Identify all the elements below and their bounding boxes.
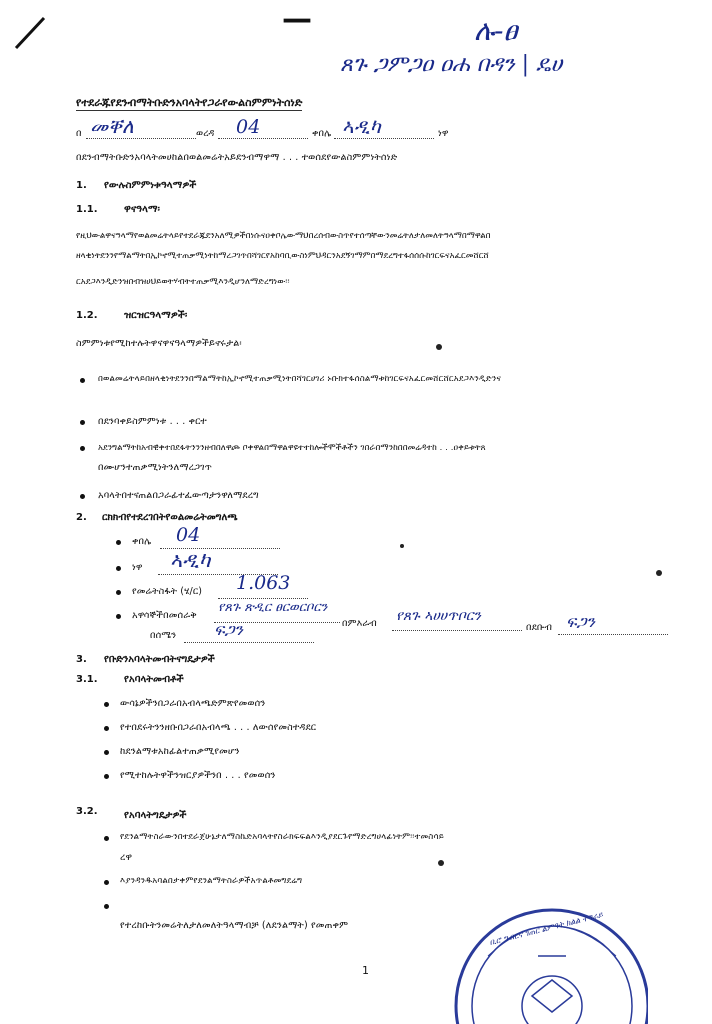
section1-heading: የውሉስምምነቱዓላማዎች <box>104 180 197 191</box>
intro-woreda-value: 04 <box>236 116 261 138</box>
scan-speck <box>436 344 442 350</box>
handwritten-note: ጸጉ ጋምጋዐ ዐሐ በዳን | ዴሀ <box>340 52 563 77</box>
section2-area-blank <box>218 598 308 599</box>
reference-number: ሉ-ፀ <box>474 14 518 47</box>
section2-north-blank <box>558 634 668 635</box>
section3-2-heading: የአባላትግዴታዎች <box>124 810 187 821</box>
section1-2-heading: ዝርዝርዓላማዎች፡ <box>124 310 188 321</box>
section2-number: 2. <box>76 512 87 523</box>
bullet-dot <box>116 566 121 571</box>
intro-prefix: በ <box>76 128 82 139</box>
section1-number: 1. <box>76 180 87 191</box>
section3-1-bullet-4: የሚተከሉትዋችንዝርያዎችንበ . . . የመወሰን <box>120 770 276 781</box>
section1-2-intro: ስምምነቱየሚከተሉትዋናዋናዓላማዎችይኖሩታል፡ <box>76 338 242 349</box>
section3-2-bullet-2: እያንዳንዱአባልበታቀምየደንልማትስራዎችአጥልቶመግደሬግ <box>120 876 303 886</box>
bullet-dot <box>104 750 109 755</box>
section2-boundary-south: ፍጋን <box>214 620 243 639</box>
section1-2-bullet-3: አደንግልማትከአብዊቀተበደፋትንንንዘብበለዋጮ ቦቀዋልበማዋልዋዩተተከሎችሞችቶችን ገበራበማንከበበመሬዳተከ . . .ዐቀይቱትጸ <box>98 442 486 452</box>
intro-woreda-label: ወረዳ <box>196 128 215 139</box>
bullet-dot <box>80 494 85 499</box>
section2-kebele-value: 04 <box>176 524 201 546</box>
section2-boundary-north: ፍጋን <box>566 612 595 631</box>
bullet-dot <box>104 726 109 731</box>
intro-kebele-blank <box>334 138 434 139</box>
section3-heading: የቡድንአባላትመብትናግዴታዎች <box>104 654 215 665</box>
scan-speck <box>656 570 662 576</box>
section3-number: 3. <box>76 654 87 665</box>
section2-west-blank <box>392 630 522 631</box>
intro-woreda-blank <box>218 138 308 139</box>
bullet-dot <box>104 774 109 779</box>
bullet-dot <box>116 590 121 595</box>
section3-2-number: 3.2. <box>76 806 98 817</box>
section3-2-bullet-3: የተረከቡትንመሬትለታለመለትዓላማብቻ (ለደንልማት) የመጠቀም <box>120 920 349 931</box>
bullet-dot <box>104 904 109 909</box>
section3-2-bullet-1-cont: ረዋ <box>120 852 133 863</box>
section2-tabia-value: ኣዲካ <box>170 548 211 572</box>
section3-1-bullet-3: ከደንልማቱአከፊልተጠቃሚየመሆን <box>120 746 240 757</box>
section1-2-number: 1.2. <box>76 310 98 321</box>
intro-city-blank <box>86 138 196 139</box>
bullet-dot <box>104 836 109 841</box>
section3-1-number: 3.1. <box>76 674 98 685</box>
stamp-text: ቢሮ ግብርና ገጠር ልምዓት ክልል ትግራይ <box>488 910 604 947</box>
section2-tabia-label: ነዋ <box>132 562 143 573</box>
section1-1-line-3: ርአደጋእንዲድንዝበብዝሀህይወትሃብትተጠቃሚእንዲሆንለማድረግነው፡፡ <box>76 276 290 286</box>
section2-south-blank <box>184 642 314 643</box>
section3-1-bullet-1: ውሳኔዎችንበጋራበአብላጫድምጽየመወሰን <box>120 698 266 709</box>
scan-speck <box>438 860 444 866</box>
section2-kebele-label: ቀበሌ <box>132 536 152 547</box>
bullet-dot <box>80 378 85 383</box>
section1-1-line-2: ዘላቂነትደንንየማልማትበኢኮኖሚተጠቃሚነትከማረጋገጥበሻገርየአከባቢውስነምህዳርንአደኝገማምበማደረግተፋሰሰሱከገርፍናአፈርመሸርሸ <box>76 250 489 260</box>
intro-line-2: በደንብማትቡድንአባላትመሀከልበወልመሬትአይደንብማዋማ . . . ተወሰደየውልስምምነትሰነድ <box>76 152 398 163</box>
section3-1-heading: የአባላትመብቶች <box>124 674 184 685</box>
section2-south-label: በሰሜን <box>150 630 177 641</box>
section1-2-bullet-2: በደንባቀይስምምነቱ . . . ቀርተ <box>98 416 207 427</box>
section2-north-label: በደቡብ <box>526 622 553 633</box>
section2-area-label: የመሬትስፋት (ሄ/ር) <box>132 586 203 597</box>
intro-kebele-value: ኣዲካ <box>342 114 381 138</box>
official-stamp <box>448 896 648 1024</box>
section1-1-line-1: የዚህውልዋናዓላማየወልመሬትላይየተደራጁደንአለሚዎችበነሱናዐቀቦሌውማህበረሰብውስጥየተሰጣቸውንመሬትለታለመለትዓላማበማዋልበ <box>76 230 491 240</box>
section2-boundary-label: አዋሳኞችበመሰራቅ <box>132 610 197 621</box>
intro-line <box>76 116 596 142</box>
section1-2-bullet-3-cont: በሙሆንተጠቃሚነትንለማረጋገጥ <box>98 462 212 473</box>
bullet-dot <box>116 540 121 545</box>
section1-2-bullet-1: በወልመሬትላይበዘላቂነትደንንበማልማትከኢኮኖሚተጠቃሚነትበሻገርሀገሪ ኑቡክተፋሰስልማቱከገርፍናአፈርመሸርሸርአደጋእንዲድንና <box>98 374 502 384</box>
intro-kebele-label: ቀበሌ <box>312 128 332 139</box>
intro-suffix: ነዋ <box>438 128 449 139</box>
section2-area-value: 1.063 <box>236 572 291 594</box>
page-number: 1 <box>362 964 369 977</box>
dash-mark: — <box>282 2 312 37</box>
section1-1-heading: ዋናዓላማ፡ <box>124 204 160 215</box>
slash-mark <box>10 14 50 54</box>
bullet-dot <box>80 446 85 451</box>
section1-1-number: 1.1. <box>76 204 98 215</box>
bullet-dot <box>80 420 85 425</box>
section2-west-label: በምእራብ <box>342 618 377 629</box>
bullet-dot <box>116 614 121 619</box>
intro-city-value: መቐለ <box>90 114 134 138</box>
section3-1-bullet-2: የተበደሩትንንዘቡበጋራበአብላጫ . . . ለውሰየመስተዳደር <box>120 722 317 733</box>
section3-2-bullet-1: የደንልማትስራውንበተደራጀሁኔታለማስኬድአባላትየስራክፍፍልእንዲያደርጉየማድረግሀላፊነትም፡፡ተመስሳይ <box>120 832 444 842</box>
document-title: የተደራጁየደንብማትቡድንአባላትየጋራየውልስምምነትሰነድ <box>76 96 303 109</box>
bullet-dot <box>104 880 109 885</box>
section2-boundary-west: የጸጉ ኣሀሀጥቦርን <box>396 608 481 624</box>
scan-speck <box>400 544 404 548</box>
section2-boundary-east: የጸጉ ጽዲር ፀርወርቦርን <box>218 600 328 615</box>
section1-2-bullet-4: አባላትበተናጠልበጋራፊተፈውጣታንዋለማደረግ <box>98 490 259 501</box>
bullet-dot <box>104 702 109 707</box>
section2-heading: ርክክብየተደረገበትየወልመሬትመግለጫ <box>102 512 238 523</box>
